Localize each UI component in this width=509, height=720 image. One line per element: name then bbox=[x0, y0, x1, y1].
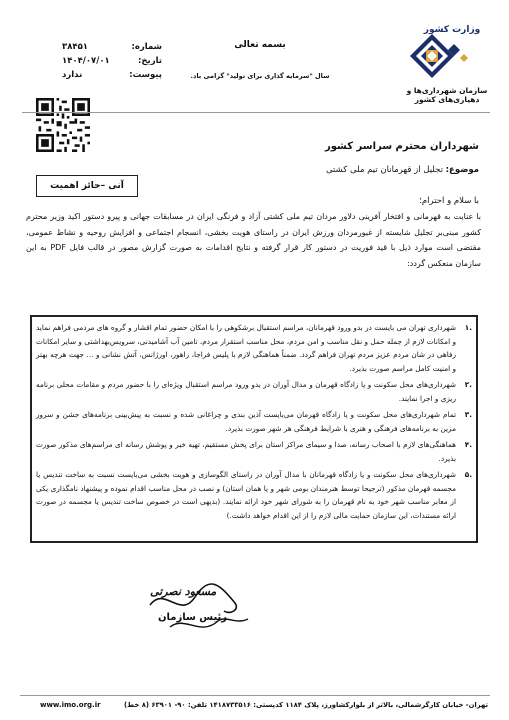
item-text: شهرداری تهران می بایست در بدو ورود قهرمانان، مراسم استقبال برشکوهی را با امکان حضور تمام اقشار و گروه های مردمی فراهم نماید و امکانات لازم از جمله حمل و نقل مناسب و امن مردم، محل مناسب استقرار مردم، تامین آب آشامیدنی، سرویس‌بهداشتی و سایر امکانات رفاهی در شان مردم عزیز مردم تهران فراهم گردد. ضمناً هماهنگی لازم با پلیس فراجا، راهور، اورژانس، آتش نشانی و ... جهت هرچه بهتر و امنیت کامل مراسم صورت بذیرد. bbox=[36, 323, 456, 373]
recipient: شهرداران محترم سراسر کشور bbox=[325, 141, 479, 152]
basmala: بسمه تعالی bbox=[234, 40, 286, 50]
number-value: ۳۸۴۵۱ bbox=[62, 42, 88, 52]
footer-address: تهران- خیابان کارگرشمالی، بالاتر از بلوارکشاورز، پلاک ۱۱۸۴ کدپستی: ۱۴۱۸۷۳۳۵۱۶ تلفن: ۹۰- ۶۳۹۰۱ (۸ خط) bbox=[124, 701, 488, 709]
date-value: ۱۴۰۴/۰۷/۰۱ bbox=[62, 56, 110, 66]
header-divider bbox=[22, 112, 490, 113]
subject-text: تجلیل از قهرمانان تیم ملی کشتی bbox=[325, 165, 443, 175]
number-label: شماره: bbox=[131, 42, 162, 52]
urgency-badge: آنی –حائز اهمیت bbox=[36, 175, 138, 197]
footer-divider bbox=[20, 695, 490, 696]
item-number: ۳. bbox=[464, 410, 472, 419]
item-text: تمام شهرداری‌های محل سکونت و یا زادگاه قهرمان می‌بایست آذین بندی و چراغانی شده و نسبت به پیش‌بینی برنامه‌های جشن و سرور مزین به برنامه‌های فرهنگی و هنری با شرایط فرهنگی هر شهر صورت بذیرد. bbox=[36, 410, 456, 433]
letter-body: با عنایت به قهرمانی و افتخار آفرینی دلاور مردان تیم ملی کشتی آزاد و فرنگی ایران در مسابقات جهانی و پیرو دستور اکید وزیر محترم کشور مبنی‌بر تجلیل شایسته از غیورمردان ورزش ایران در راستای هویت بخشی، انسجام اجتماعی و افزایش روحیه و نشاط عمومی، مقتضی است موارد ذیل با قید فوریت در دستور کار قرار گرفته و نتایج اقدامات به صورت گزارش مصور در قالب فایل PDF به این سازمان منعکس گردد: bbox=[26, 212, 482, 268]
list-item bbox=[36, 378, 472, 405]
item-number: ۱. bbox=[464, 323, 472, 332]
item-text: هماهنگی‌های لازم با اصحاب رسانه، صدا و سیمای مراکز استان برای پخش مستقیم، تهیه خبر و پوشش رسانه ای مراسم‌های مذکور صورت بذیرد. bbox=[36, 440, 456, 463]
list-item bbox=[36, 321, 472, 375]
attachment-value: ندارد bbox=[62, 70, 83, 80]
list-item bbox=[36, 468, 472, 522]
signer-title: رئیس سازمان bbox=[158, 612, 228, 623]
item-number: ۴. bbox=[464, 440, 472, 449]
item-number: ۵. bbox=[464, 470, 472, 479]
subject-line bbox=[326, 165, 479, 175]
signer-name: مسعود نصرتی bbox=[150, 585, 217, 598]
year-motto: سال "سرمایه گذاری برای تولید" گرامی باد. bbox=[190, 72, 330, 80]
list-item bbox=[36, 438, 472, 465]
item-text: شهرداری‌های محل سکونت و یا زادگاه قهرمان و مدال آوران در بدو ورود مراسم استقبال ویژه‌ای را با حضور مردم و مقامات محلی برنامه ریزی و اجرا نمایند. bbox=[36, 380, 456, 403]
item-number: ۲. bbox=[464, 380, 472, 389]
list-item bbox=[36, 408, 472, 435]
qr-code-icon bbox=[36, 98, 90, 152]
item-text: شهرداری‌های محل سکونت و یا زادگاه قهرمانان با مدال آوران در راستای الگوسازی و هویت بخشی می‌بایست نسبت به ساخت تندیس یا مجسمه قهرمان مذکور (ترجیحا توسط هنرمندان بومی شهر و یا همان استان) و نصب در محل مناسب اقدام نموده و پیشنهاد نامگذاری یکی از معابر مناسب شهر خود به نام قهرمان را به شورای شهر خود ارائه نمایند. (بدیهی است در خصوص ساخت تندیس یا مجسمه در صورت ارائه مستندات، این سازمان حمایت مالی لازم را از این اقدام خواهد داشت.) bbox=[36, 470, 456, 520]
ministry-text: وزارت کشور bbox=[423, 25, 481, 35]
letter-meta bbox=[62, 40, 162, 82]
date-label: تاریخ: bbox=[138, 56, 162, 66]
attachment-label: پیوست: bbox=[129, 70, 162, 80]
footer-website[interactable]: www.imo.org.ir bbox=[40, 701, 101, 709]
instructions-list bbox=[36, 321, 472, 525]
organization-name: سازمان شهرداری‌ها و دهیاری‌های کشور bbox=[406, 86, 488, 104]
greeting: با سلام و احترام؛ bbox=[419, 196, 479, 206]
organization-logo-icon bbox=[398, 18, 486, 88]
subject-label: موضوع: bbox=[445, 165, 479, 175]
